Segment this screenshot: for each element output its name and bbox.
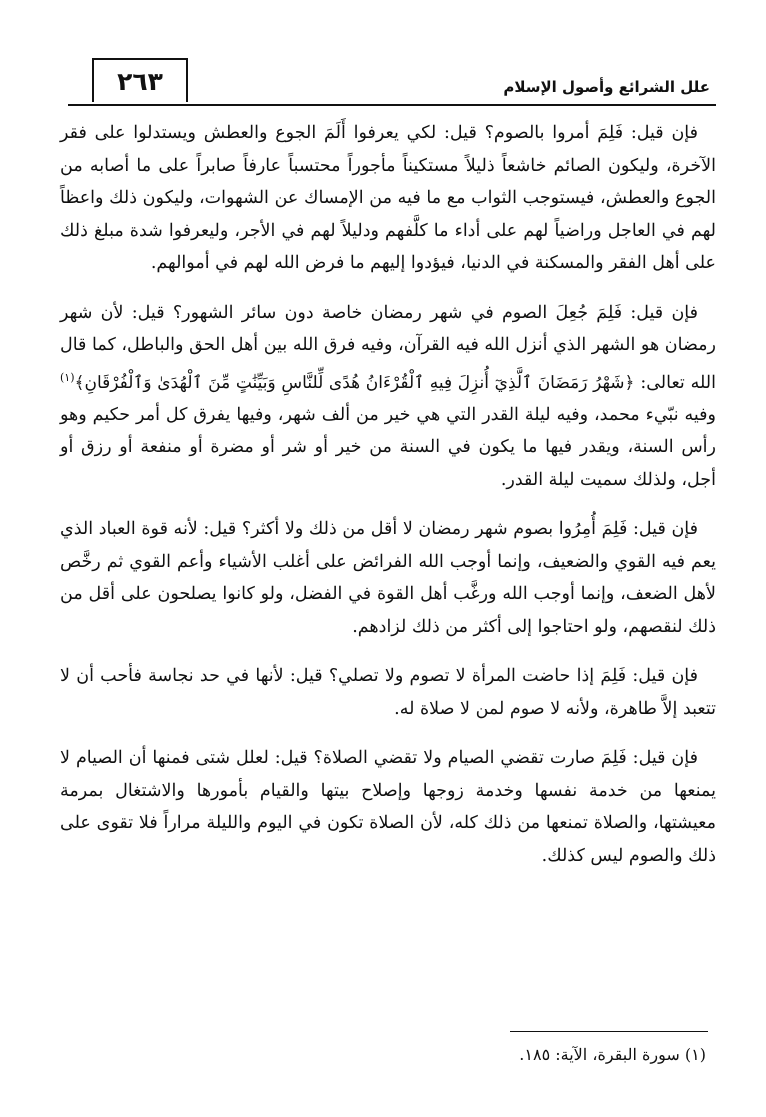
paragraph-makeup-fast: فإن قيل: فَلِمَ صارت تقضي الصيام ولا تقضي الصلاة؟ قيل: لعلل شتى فمنها أن الصيام لا يمنعها من خدمة نفسها وخدمة زوجها وإصلاح بيتها والقيام بأمورها والاشتغال بمرمة معيشتها، والصلاة تمنعها من ذلك كله، لأن الصلاة تكون في اليوم والليلة مراراً فلا تقوى على ذلك والصوم ليس كذلك. (60, 748, 716, 866)
paragraph-menstruation: فإن قيل: فَلِمَ إذا حاضت المرأة لا تصوم ولا تصلي؟ قيل: لأنها في حد نجاسة فأحب أن لا تتعبد إلاَّ طاهرة، ولأنه لا صوم لمن لا صلاة له. (60, 666, 716, 719)
paragraph-text: وفيه نبّيء محمد، وفيه ليلة القدر التي هي خير من ألف شهر، وفيها يفرق كل أمر حكيم وهو رأس السنة، ويقدر فيها ما يكون في السنة من خير أو شر أو مضرة أو منفعة أو رزق أو أجل، ولذلك سميت ليلة القدر. (60, 404, 716, 490)
page-number: ٢٦٣ (92, 58, 188, 102)
paragraph-month-duration: فإن قيل: فَلِمَ أُمِرُوا بصوم شهر رمضان لا أقل من ذلك ولا أكثر؟ قيل: لأنه قوة العباد الذي يعم فيه القوي والضعيف، وإنما أوجب الله الفرائض على أغلب الأشياء وأعم القوي ثم رخَّص لأهل الضعف، وإنما أوجب الله ورغَّب أهل القوة في الفضل، ولو كانوا يصلحون على أقل من ذلك لنقصهم، ولو احتاجوا إلى أكثر من ذلك لزادهم. (60, 519, 716, 637)
body-text (60, 117, 716, 889)
paragraph-ramadan-month (60, 297, 716, 497)
paragraph-text: فإن قيل: فَلِمَ جُعِلَ الصوم في شهر رمضان خاصة دون سائر الشهور؟ قيل: لأن شهر رمضان هو الشهر الذي أنزل الله فيه القرآن، وفيه فرق الله بين أهل الحق والباطل، كما قال الله تعالى: (60, 302, 716, 393)
footnote-reference: (١) (60, 370, 75, 384)
paragraph-fasting-purpose: فإن قيل: فَلِمَ أمروا بالصوم؟ قيل: لكي يعرفوا أَلَمَ الجوع والعطش ويستدلوا على فقر الآخرة، وليكون الصائم خاشعاً ذليلاً مستكيناً مأجوراً محتسباً عارفاً صابراً على ما أصابه من الجوع والعطش، فيستوجب الثواب مع ما فيه من الإمساك عن الشهوات، وليكون ذلك واعظاً لهم في العاجل وراضياً لهم على أداء ما كلَّفهم ودليلاً لهم في الأجر، وليعرفوا شدة مبلغ ذلك على أهل الفقر والمسكنة في الدنيا، فيؤدوا إليهم ما فرض الله لهم في أموالهم. (60, 123, 716, 273)
running-title: علل الشرائع وأصول الإسلام (503, 78, 710, 96)
page-header (68, 52, 716, 106)
footnote-divider (510, 1031, 708, 1032)
footnote: (١) سورة البقرة، الآية: ١٨٥. (519, 1045, 706, 1064)
quran-verse: ﴿شَهْرُ رَمَضَانَ ٱلَّذِيٓ أُنزِلَ فِيهِ ٱلْقُرْءَانُ هُدًى لِّلنَّاسِ وَبَيِّنَٰتٍ مِّنَ ٱلْهُدَىٰ وَٱلْفُرْقَانِ﴾ (74, 372, 635, 393)
